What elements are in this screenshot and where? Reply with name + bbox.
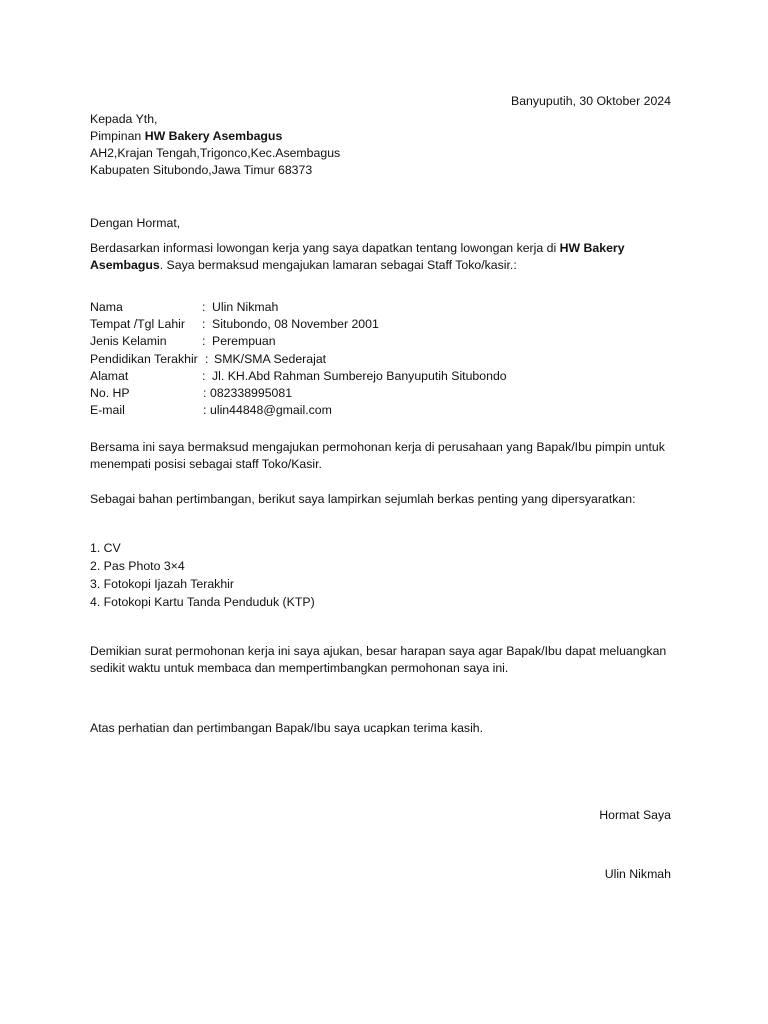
- detail-value: Ulin Nikmah: [212, 300, 279, 314]
- detail-colon: :: [202, 300, 206, 314]
- recipient-title: [90, 128, 282, 145]
- detail-colon: :: [202, 334, 206, 349]
- detail-label: Alamat: [90, 368, 129, 383]
- attachment-item: 2. Pas Photo 3×4: [90, 559, 185, 573]
- detail-label: E-mail: [90, 403, 125, 418]
- recipient-company: HW Bakery Asembagus: [144, 129, 283, 143]
- attachment-item: 3. Fotokopi Ijazah Terakhir: [90, 577, 234, 591]
- detail-label: Tempat /Tgl Lahir: [90, 317, 186, 332]
- paragraph-application: Bersama ini saya bermaksud mengajukan permohonan kerja di perusahaan yang Bapak/Ibu pimpin untuk menempati posisi sebagai staff Toko/Kasir.: [90, 440, 665, 472]
- detail-value: Situbondo, 08 November 2001: [212, 317, 379, 332]
- recipient-address-line-1: AH2,Krajan Tengah,Trigonco,Kec.Asembagus: [90, 146, 341, 160]
- detail-value: Perempuan: [212, 334, 276, 349]
- detail-colon: :: [203, 403, 207, 418]
- intro-paragraph: [90, 240, 680, 275]
- intro-company: HW Bakery Asembagus: [90, 241, 625, 273]
- intro-text-after: . Saya bermaksud mengajukan lamaran sebagai Staff Toko/kasir.:: [159, 258, 517, 273]
- detail-label: Jenis Kelamin: [90, 334, 167, 349]
- detail-colon: :: [205, 351, 209, 366]
- detail-value: Jl. KH.Abd Rahman Sumberejo Banyuputih Situbondo: [212, 368, 507, 383]
- detail-value: 082338995081: [210, 386, 293, 400]
- detail-colon: :: [202, 368, 206, 383]
- attachment-item: 4. Fotokopi Kartu Tanda Penduduk (KTP): [90, 595, 315, 609]
- intro-text-before: Berdasarkan informasi lowongan kerja yang saya dapatkan tentang lowongan kerja di: [90, 241, 560, 255]
- paragraph-closing-request: Demikian surat permohonan kerja ini saya ajukan, besar harapan saya agar Bapak/Ibu dapat meluangkan sedikit waktu untuk membaca dan mempertimbangkan permohonan saya ini.: [90, 644, 667, 676]
- detail-label: No. HP: [90, 386, 130, 400]
- date-line: Banyuputih, 30 Oktober 2024: [511, 94, 671, 108]
- detail-colon: :: [203, 386, 207, 400]
- signature-name: Ulin Nikmah: [604, 867, 671, 881]
- recipient-title-prefix: Pimpinan: [90, 129, 145, 143]
- detail-value: ulin44848@gmail.com: [210, 403, 332, 418]
- attachment-item: 1. CV: [90, 541, 121, 555]
- paragraph-thanks: Atas perhatian dan pertimbangan Bapak/Ibu saya ucapkan terima kasih.: [90, 721, 484, 735]
- paragraph-attachments-intro: Sebagai bahan pertimbangan, berikut saya lampirkan sejumlah berkas penting yang dipersyaratkan:: [90, 492, 636, 506]
- recipient-address-line-2: Kabupaten Situbondo,Jawa Timur 68373: [90, 163, 313, 177]
- detail-colon: :: [202, 317, 206, 332]
- detail-value: SMK/SMA Sederajat: [214, 351, 327, 366]
- greeting: Dengan Hormat,: [90, 216, 181, 230]
- recipient-salutation: Kepada Yth,: [90, 112, 158, 126]
- detail-label: Pendidikan Terakhir: [90, 351, 198, 366]
- closing-phrase: Hormat Saya: [599, 808, 671, 822]
- detail-label: Nama: [90, 300, 123, 314]
